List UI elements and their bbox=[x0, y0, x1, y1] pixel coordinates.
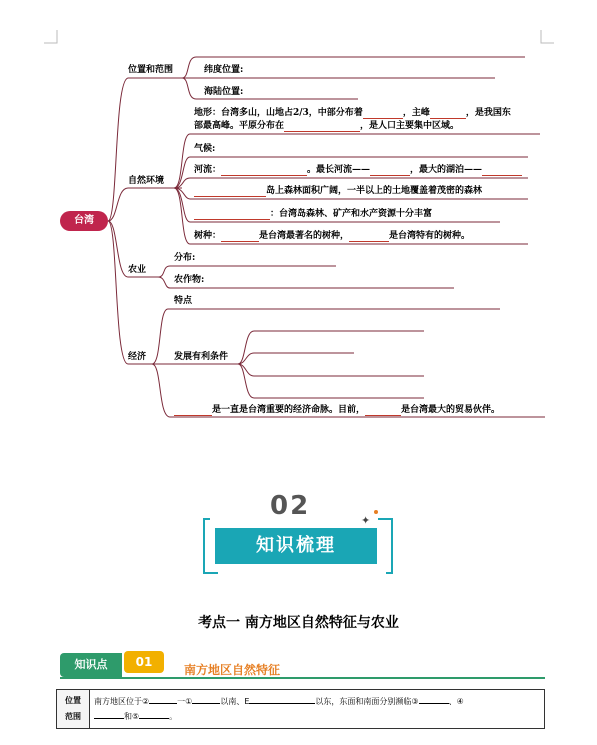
climate-label: 气候: bbox=[194, 144, 216, 154]
blank-3[interactable] bbox=[419, 694, 449, 704]
blank-resources[interactable] bbox=[194, 210, 270, 220]
blank-forest-name[interactable] bbox=[194, 187, 266, 197]
knowledge-point-label: 知识点 bbox=[60, 653, 122, 677]
blank-2[interactable] bbox=[149, 694, 177, 704]
river-line: 河流： 。最长河流—— ，最大的湖泊—— bbox=[194, 165, 522, 176]
economy-conditions-label: 发展有利条件 bbox=[174, 352, 229, 362]
terrain-line-1: 地形：台湾多山，山地占2/3，中部分布着 ，主峰 ，是我国东 bbox=[194, 108, 511, 118]
location-table bbox=[56, 689, 545, 729]
blank-plain[interactable] bbox=[284, 122, 360, 132]
table-header-cell: 位置 范围 bbox=[57, 690, 90, 729]
trade-line: 是一直是台湾重要的经济命脉。目前， 是台湾最大的贸易伙伴。 bbox=[174, 405, 500, 416]
branch-economy: 经济 bbox=[128, 352, 147, 362]
blank-economic-lifeline[interactable] bbox=[174, 406, 212, 416]
knowledge-point-title: 南方地区自然特征 bbox=[184, 663, 281, 677]
blank-longest-river[interactable] bbox=[370, 166, 410, 176]
blank-1[interactable] bbox=[192, 694, 220, 704]
section-banner: 知识梳理 bbox=[215, 528, 377, 564]
table-row bbox=[57, 690, 545, 729]
blank-mountains[interactable] bbox=[363, 109, 403, 119]
section-number: 02 bbox=[270, 491, 311, 521]
dot-icon bbox=[374, 510, 378, 514]
blank-river-feature[interactable] bbox=[221, 166, 307, 176]
blank-5[interactable] bbox=[139, 709, 169, 719]
economy-feature-label: 特点 bbox=[174, 296, 193, 306]
latitude-label: 纬度位置: bbox=[204, 65, 244, 75]
sea-land-label: 海陆位置: bbox=[204, 87, 244, 97]
blank-endemic-tree[interactable] bbox=[349, 232, 389, 242]
knowledge-point-divider bbox=[60, 677, 545, 679]
table-content-cell: 南方地区位于② 一① 以南、E 以东，东面和南面分别濒临③ 、④ 和⑤ 。 bbox=[90, 690, 545, 729]
distribution-label: 分布: bbox=[174, 253, 196, 263]
crops-label: 农作物: bbox=[174, 275, 205, 285]
tree-line: 树种： 是台湾最著名的树种， 是台湾特有的树种。 bbox=[194, 231, 471, 241]
blank-largest-lake[interactable] bbox=[482, 166, 522, 176]
branch-agriculture: 农业 bbox=[128, 265, 147, 275]
blank-e[interactable] bbox=[249, 694, 315, 704]
branch-nature: 自然环境 bbox=[128, 176, 165, 186]
sparkle-icon: ✦ bbox=[361, 514, 371, 527]
mind-map-root: 台湾 bbox=[60, 211, 108, 231]
terrain-line-2: 部最高峰。平原分布在 ，是人口主要集中区域。 bbox=[194, 121, 460, 131]
topic-title: 考点一 南方地区自然特征与农业 bbox=[198, 615, 399, 631]
blank-4[interactable] bbox=[94, 709, 124, 719]
blank-main-peak[interactable] bbox=[430, 109, 466, 119]
blank-trade-partner[interactable] bbox=[365, 406, 401, 416]
blank-famous-tree[interactable] bbox=[221, 232, 259, 242]
resources-line: ：台湾岛森林、矿产和水产资源十分丰富 bbox=[194, 209, 432, 220]
knowledge-point-number: 01 bbox=[124, 651, 164, 673]
forest-line: 岛上森林面积广阔，一半以上的土地覆盖着茂密的森林 bbox=[194, 186, 482, 197]
branch-location: 位置和范围 bbox=[128, 65, 174, 75]
